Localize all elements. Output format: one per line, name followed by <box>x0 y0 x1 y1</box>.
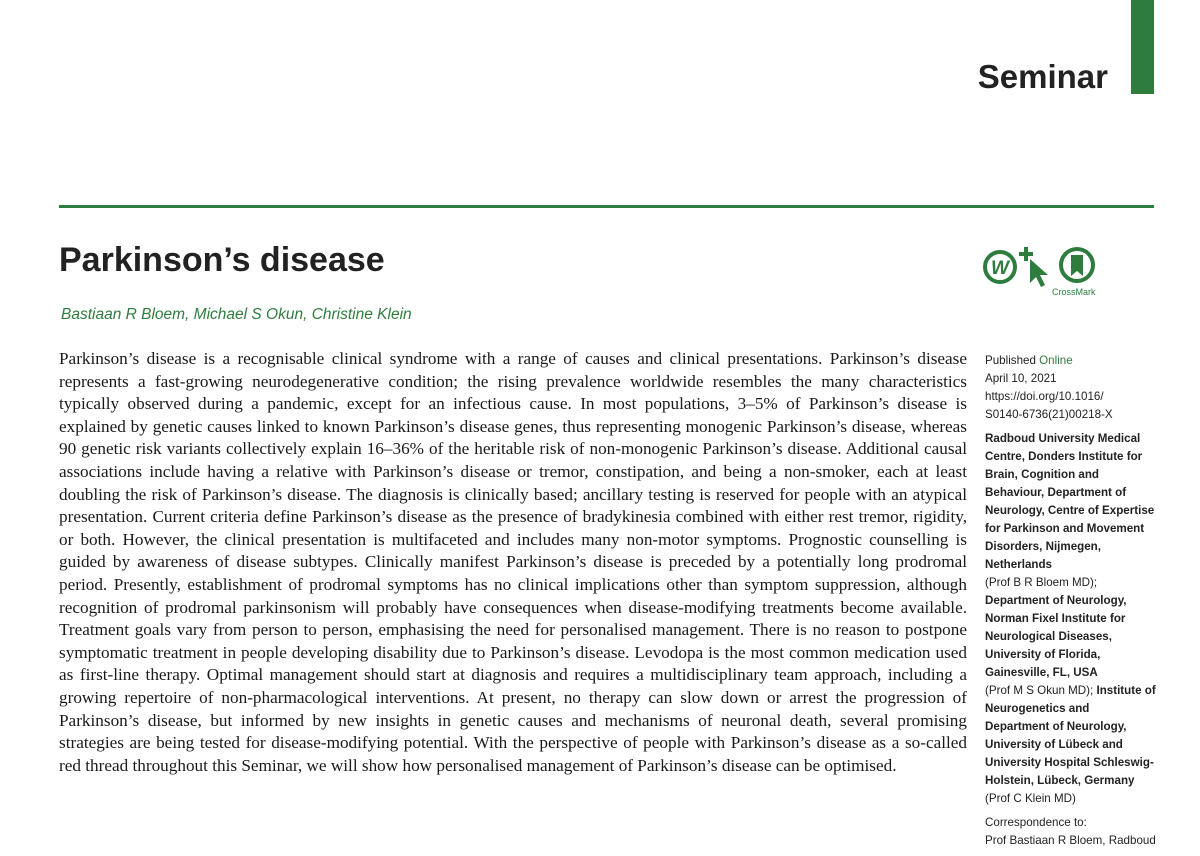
open-access-icon[interactable] <box>985 252 1015 282</box>
affiliation-author-line <box>985 682 1160 700</box>
publication-date: April 10, 2021 <box>985 372 1057 385</box>
cursor-icon[interactable] <box>1030 259 1048 287</box>
affiliation-line: Brain, Cognition and <box>985 468 1099 481</box>
affiliation-line: Neurological Diseases, <box>985 630 1112 643</box>
crossmark-label: CrossMark <box>1052 287 1096 297</box>
section-label: Seminar <box>977 58 1108 95</box>
affiliation-line: University of Lübeck and <box>985 738 1123 751</box>
affiliation-line: Department of Neurology, <box>985 720 1127 733</box>
doi-link-line-1[interactable]: https://doi.org/10.1016/ <box>985 390 1104 403</box>
abstract-text: Parkinson’s disease is a recognisable clinical syndrome with a range of causes and clinical presentations. Parkinson’s disease represents a fast-growing neurodegenerative condition; the rising prevalence worldwide resembles the many characteristics typically observed during a pandemic, except for an infectious cause. In most populations, 3–5% of Parkinson’s disease is explained by genetic causes linked to known Parkinson’s disease genes, thus representing monogenic Parkinson’s disease, whereas 90 genetic risk variants collectively explain 16–36% of the heritable risk of non-monogenic Parkinson’s disease. Additional causal associations include having a relative with Parkinson’s disease or tremor, constipation, and being a non-smoker, each at least doubling the risk of Parkinson’s disease. The diagnosis is clinically based; ancillary testing is reserved for people with an atypical presentation. Current criteria define Parkinson’s disease as the presence of bradykinesia combined with either rest tremor, rigidity, or both. However, the clinical presentation is multifaceted and includes many non-motor symptoms. Prognostic counselling is guided by awareness of disease subtypes. Clinically manifest Parkinson’s disease is preceded by a potentially long prodromal period. Presently, establishment of prodromal symptoms has no clinical implications other than symptom suppression, although recognition of prodromal parkinsonism will probably have consequences when disease-modifying treatments become available. Treatment goals vary from person to person, emphasising the need for personalised management. There is no reason to postpone symptomatic treatment in people developing disability due to Parkinson’s disease. Levodopa is the most common medication used as first-line therapy. Optimal management should start at diagnosis and requires a multidisciplinary team approach, including a growing repertoire of non-pharmacological interventions. At present, no therapy can slow down or arrest the progression of Parkinson’s disease, but informed by new insights in genetic causes and mechanisms of neuronal death, several promising strategies are being tested for disease-modifying potential. With the perspective of people with Parkinson’s disease as a so-called red thread throughout this Seminar, we will show how personalised management of Parkinson’s disease can be optimised. <box>59 349 967 775</box>
affiliation-line: Norman Fixel Institute for <box>985 612 1126 625</box>
published-label: Published <box>985 354 1036 367</box>
affiliation-line: Disorders, Nijmegen, <box>985 540 1101 553</box>
affiliation-author: (Prof C Klein MD) <box>985 792 1076 805</box>
affiliation-author: (Prof M S Okun MD); <box>985 684 1094 697</box>
affiliations <box>985 430 1160 808</box>
correspondence-name: Prof Bastiaan R Bloem, Radboud <box>985 834 1156 847</box>
affiliation-line: Netherlands <box>985 558 1053 571</box>
affiliation-line: Radboud University Medical <box>985 432 1141 445</box>
affiliation-line: Neurology, Centre of Expertise <box>985 504 1155 517</box>
svg-text:W: W <box>991 258 1009 279</box>
author-list: Bastiaan R Bloem, Michael S Okun, Christine Klein <box>61 306 412 323</box>
add-icon[interactable] <box>1019 247 1033 261</box>
affiliation-line: for Parkinson and Movement <box>985 522 1145 535</box>
affiliation-line: Holstein, Lübeck, Germany <box>985 774 1135 787</box>
crossmark-icon[interactable] <box>1061 249 1093 281</box>
affiliation-line: Centre, Donders Institute for <box>985 450 1143 463</box>
affiliation-line: University Hospital Schleswig- <box>985 756 1154 769</box>
published-online-label: Online <box>1039 354 1073 367</box>
correspondence-label: Correspondence to: <box>985 816 1087 829</box>
affiliation-line: Neurogenetics and <box>985 702 1090 715</box>
correspondence <box>985 814 1160 850</box>
article-sidebar <box>985 352 1160 856</box>
affiliation-line: University of Florida, <box>985 648 1101 661</box>
article-title: Parkinson’s disease <box>59 241 385 279</box>
doi-link-line-2[interactable]: S0140-6736(21)00218-X <box>985 408 1113 421</box>
seminar-color-tab <box>1131 0 1154 94</box>
affiliation-intro: Institute of <box>1096 684 1156 697</box>
affiliation-line: Gainesville, FL, USA <box>985 666 1098 679</box>
affiliation-line: Behaviour, Department of <box>985 486 1127 499</box>
header-rule <box>59 205 1154 208</box>
affiliation-line: Department of Neurology, <box>985 594 1127 607</box>
affiliation-author: (Prof B R Bloem MD); <box>985 576 1098 589</box>
publication-info <box>985 352 1160 424</box>
